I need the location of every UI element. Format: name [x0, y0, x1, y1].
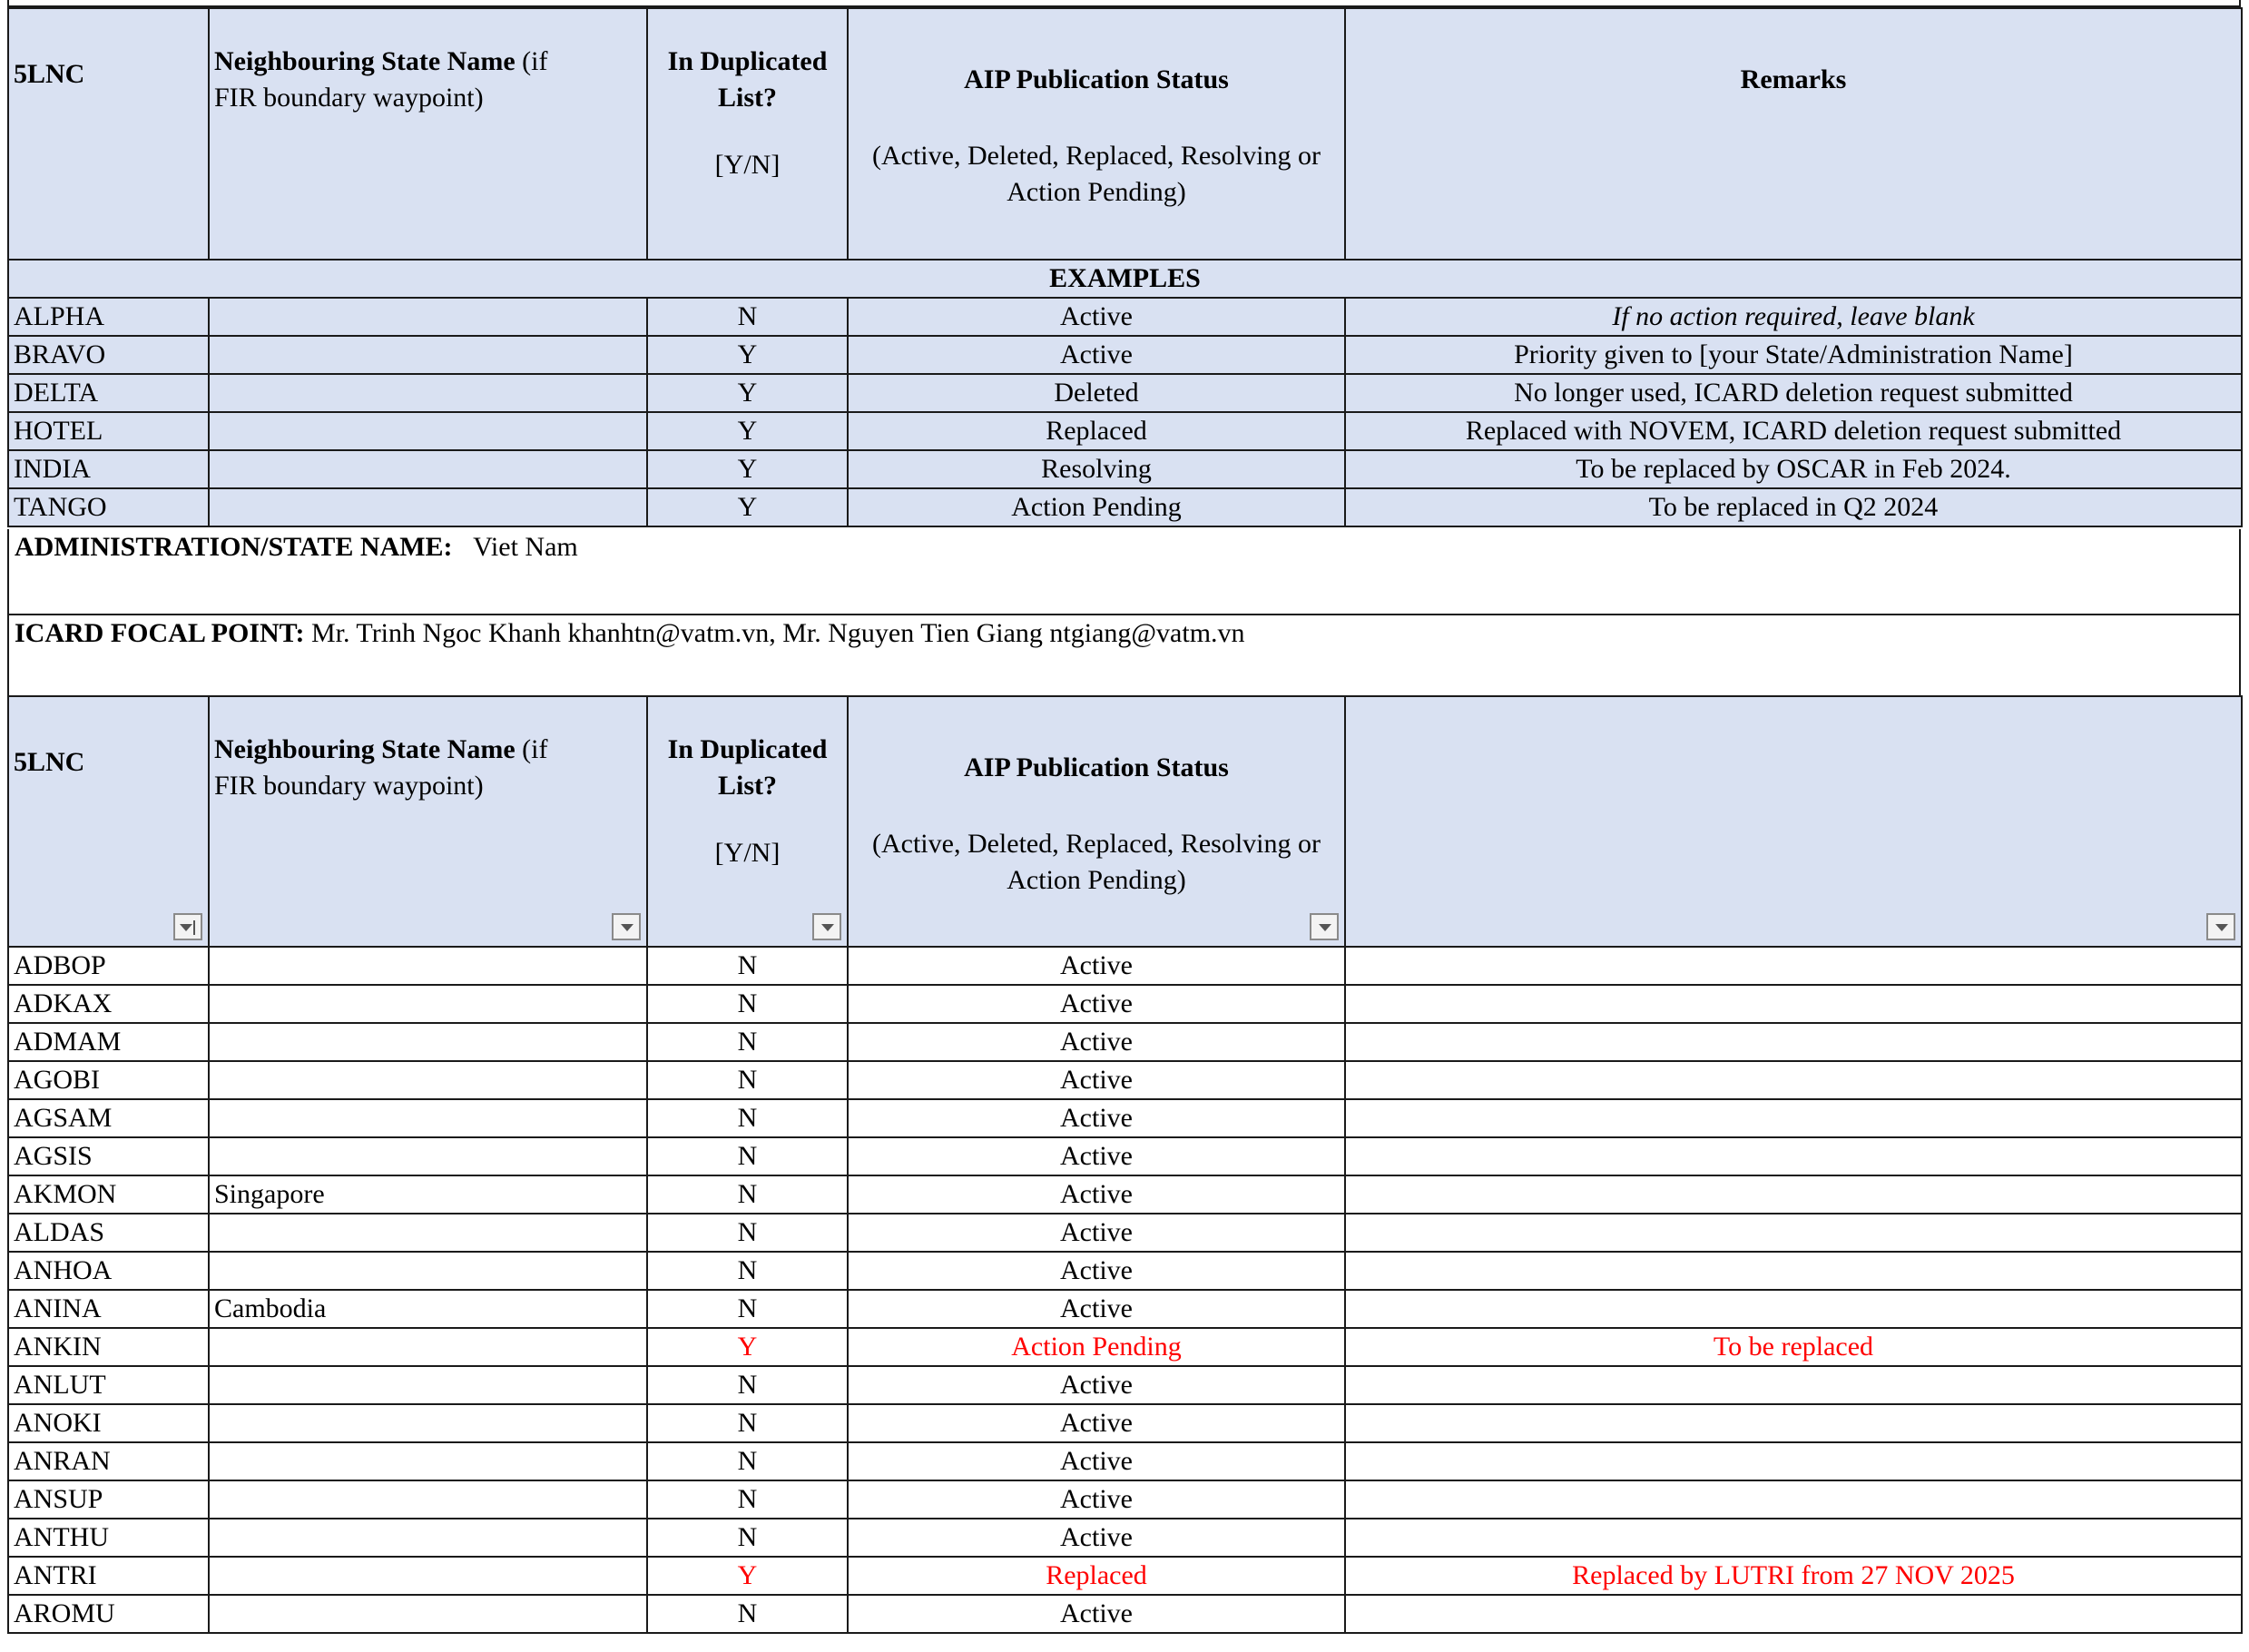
code-cell[interactable]: AGSAM [8, 1099, 209, 1137]
example-remarks-cell[interactable]: To be replaced in Q2 2024 [1345, 488, 2242, 526]
example-row [8, 450, 2242, 488]
table-row [8, 1328, 2242, 1366]
code-cell[interactable]: ANTRI [8, 1557, 209, 1595]
remarks-cell[interactable] [1345, 1480, 2242, 1519]
dup-cell[interactable]: N [647, 1519, 848, 1557]
example-row [8, 488, 2242, 526]
dup-cell[interactable]: N [647, 1023, 848, 1061]
code-cell[interactable]: AGOBI [8, 1061, 209, 1099]
code-cell[interactable]: ADKAX [8, 985, 209, 1023]
status-cell[interactable]: Active [848, 1099, 1345, 1137]
status-cell[interactable]: Replaced [848, 1557, 1345, 1595]
remarks-cell[interactable] [1345, 1214, 2242, 1252]
neighbour-cell[interactable] [209, 1252, 647, 1290]
table-row [8, 1099, 2242, 1137]
dup-cell[interactable]: Y [647, 1328, 848, 1366]
remarks-cell[interactable] [1345, 1175, 2242, 1214]
focal-value: Mr. Trinh Ngoc Khanh khanhtn@vatm.vn, Mr. Nguyen Tien Giang ntgiang@vatm.vn [310, 618, 1245, 648]
admin-value: Viet Nam [473, 532, 578, 562]
remarks-cell[interactable] [1345, 1099, 2242, 1137]
dup-cell[interactable]: N [647, 1290, 848, 1328]
dup-cell[interactable]: N [647, 985, 848, 1023]
remarks-cell[interactable] [1345, 1061, 2242, 1099]
filter-dropdown-icon[interactable] [1310, 913, 1339, 940]
status-cell[interactable]: Active [848, 1519, 1345, 1557]
table-row [8, 1023, 2242, 1061]
status-cell[interactable]: Active [848, 1290, 1345, 1328]
remarks-cell[interactable] [1345, 1137, 2242, 1175]
status-cell[interactable]: Active [848, 947, 1345, 985]
example-status-cell[interactable]: Replaced [848, 412, 1345, 450]
example-code-cell[interactable]: ALPHA [8, 298, 209, 336]
neighbour-cell[interactable] [209, 1099, 647, 1137]
dup-cell[interactable]: N [647, 1252, 848, 1290]
dup-cell[interactable]: N [647, 1214, 848, 1252]
remarks-cell[interactable] [1345, 947, 2242, 985]
example-dup-cell[interactable]: Y [647, 488, 848, 526]
example-neighbour-cell[interactable] [209, 374, 647, 412]
status-cell[interactable]: Active [848, 1061, 1345, 1099]
example-status-cell[interactable]: Resolving [848, 450, 1345, 488]
admin-label: ADMINISTRATION/STATE NAME: [15, 532, 453, 562]
table-row [8, 1252, 2242, 1290]
example-dup-cell[interactable]: Y [647, 412, 848, 450]
neighbour-cell[interactable]: Singapore [209, 1175, 647, 1214]
neighbour-cell[interactable] [209, 1595, 647, 1633]
table-row [8, 1404, 2242, 1442]
example-row [8, 374, 2242, 412]
example-status-cell[interactable]: Active [848, 336, 1345, 374]
dup-cell[interactable]: N [647, 1061, 848, 1099]
remarks-cell[interactable] [1345, 1366, 2242, 1404]
example-remarks-cell[interactable]: No longer used, ICARD deletion request submitted [1345, 374, 2242, 412]
example-code-cell[interactable]: DELTA [8, 374, 209, 412]
neighbour-cell[interactable] [209, 1557, 647, 1595]
example-status-cell[interactable]: Active [848, 298, 1345, 336]
dup-cell[interactable]: N [647, 1442, 848, 1480]
example-dup-cell[interactable]: Y [647, 336, 848, 374]
code-cell[interactable]: ANKIN [8, 1328, 209, 1366]
neighbour-cell[interactable] [209, 1061, 647, 1099]
example-remarks-cell[interactable]: If no action required, leave blank [1345, 298, 2242, 336]
code-cell[interactable]: ANRAN [8, 1442, 209, 1480]
neighbour-cell[interactable] [209, 947, 647, 985]
neighbour-cell[interactable] [209, 985, 647, 1023]
table-row [8, 1442, 2242, 1480]
dup-cell[interactable]: N [647, 947, 848, 985]
focal-row[interactable] [7, 614, 2241, 695]
example-neighbour-cell[interactable] [209, 336, 647, 374]
status-cell[interactable]: Active [848, 1023, 1345, 1061]
example-dup-cell[interactable]: N [647, 298, 848, 336]
dup-cell[interactable]: Y [647, 1557, 848, 1595]
admin-row[interactable] [7, 529, 2241, 614]
neighbour-cell[interactable] [209, 1442, 647, 1480]
code-cell[interactable]: AKMON [8, 1175, 209, 1214]
example-row [8, 298, 2242, 336]
header-5lnc[interactable]: 5LNC [8, 8, 209, 260]
neighbour-cell[interactable] [209, 1137, 647, 1175]
header-5lnc[interactable]: 5LNC [8, 696, 209, 947]
neighbour-cell[interactable] [209, 1480, 647, 1519]
cut-off-row [7, 0, 2241, 7]
status-cell[interactable]: Active [848, 1480, 1345, 1519]
header-duplicated[interactable]: In Duplicated List? [Y/N] [647, 696, 848, 947]
status-cell[interactable]: Active [848, 1214, 1345, 1252]
remarks-cell[interactable] [1345, 985, 2242, 1023]
remarks-cell[interactable] [1345, 1404, 2242, 1442]
example-code-cell[interactable]: INDIA [8, 450, 209, 488]
header-remarks-blank[interactable] [1345, 696, 2242, 947]
status-cell[interactable]: Active [848, 1252, 1345, 1290]
status-cell[interactable]: Active [848, 1404, 1345, 1442]
example-code-cell[interactable]: BRAVO [8, 336, 209, 374]
code-cell[interactable]: ANHOA [8, 1252, 209, 1290]
table-row [8, 1595, 2242, 1633]
code-cell[interactable]: AGSIS [8, 1137, 209, 1175]
example-neighbour-cell[interactable] [209, 488, 647, 526]
example-dup-cell[interactable]: Y [647, 374, 848, 412]
filter-dropdown-icon[interactable] [612, 913, 641, 940]
table-row [8, 1557, 2242, 1595]
example-neighbour-cell[interactable] [209, 450, 647, 488]
remarks-cell[interactable] [1345, 1595, 2242, 1633]
filter-dropdown-icon[interactable] [2206, 913, 2235, 940]
examples-band: EXAMPLES [8, 260, 2242, 298]
header-remarks[interactable]: Remarks [1345, 8, 2242, 260]
status-cell[interactable]: Active [848, 1137, 1345, 1175]
remarks-cell[interactable]: To be replaced [1345, 1328, 2242, 1366]
code-cell[interactable]: ANOKI [8, 1404, 209, 1442]
neighbour-cell[interactable] [209, 1328, 647, 1366]
example-row [8, 336, 2242, 374]
status-cell[interactable]: Active [848, 1366, 1345, 1404]
remarks-cell[interactable] [1345, 1290, 2242, 1328]
example-status-cell[interactable]: Action Pending [848, 488, 1345, 526]
code-cell[interactable]: ANLUT [8, 1366, 209, 1404]
status-cell[interactable]: Active [848, 1442, 1345, 1480]
status-cell[interactable]: Active [848, 985, 1345, 1023]
neighbour-cell[interactable] [209, 1214, 647, 1252]
table-row [8, 1366, 2242, 1404]
remarks-cell[interactable] [1345, 1023, 2242, 1061]
code-cell[interactable]: ALDAS [8, 1214, 209, 1252]
table-row [8, 985, 2242, 1023]
header-duplicated[interactable]: In Duplicated List? [Y/N] [647, 8, 848, 260]
remarks-cell[interactable]: Replaced by LUTRI from 27 NOV 2025 [1345, 1557, 2242, 1595]
dup-cell[interactable]: N [647, 1480, 848, 1519]
code-cell[interactable]: AROMU [8, 1595, 209, 1633]
table-row [8, 1214, 2242, 1252]
example-code-cell[interactable]: HOTEL [8, 412, 209, 450]
example-remarks-cell[interactable]: Replaced with NOVEM, ICARD deletion request submitted [1345, 412, 2242, 450]
code-cell[interactable]: ANTHU [8, 1519, 209, 1557]
table-row [8, 1290, 2242, 1328]
dup-cell[interactable]: N [647, 1175, 848, 1214]
dup-cell[interactable]: N [647, 1404, 848, 1442]
filter-dropdown-icon[interactable] [812, 913, 841, 940]
sort-filter-icon[interactable] [173, 913, 202, 940]
example-neighbour-cell[interactable] [209, 298, 647, 336]
dup-cell[interactable]: N [647, 1595, 848, 1633]
example-dup-cell[interactable]: Y [647, 450, 848, 488]
status-cell[interactable]: Action Pending [848, 1328, 1345, 1366]
table-row [8, 1137, 2242, 1175]
neighbour-cell[interactable] [209, 1519, 647, 1557]
example-remarks-cell[interactable]: To be replaced by OSCAR in Feb 2024. [1345, 450, 2242, 488]
example-code-cell[interactable]: TANGO [8, 488, 209, 526]
code-cell[interactable]: ANINA [8, 1290, 209, 1328]
example-neighbour-cell[interactable] [209, 412, 647, 450]
table-row [8, 947, 2242, 985]
code-cell[interactable]: ADBOP [8, 947, 209, 985]
dup-cell[interactable]: N [647, 1099, 848, 1137]
waypoint-table [7, 695, 2243, 1634]
status-cell[interactable]: Active [848, 1595, 1345, 1633]
remarks-cell[interactable] [1345, 1252, 2242, 1290]
neighbour-cell[interactable]: Cambodia [209, 1290, 647, 1328]
example-status-cell[interactable]: Deleted [848, 374, 1345, 412]
table-row [8, 1175, 2242, 1214]
header-neighbour[interactable]: Neighbouring State Name (if FIR boundary waypoint) [209, 696, 647, 947]
header-neighbour[interactable]: Neighbouring State Name (if FIR boundary waypoint) [209, 8, 647, 260]
focal-label: ICARD FOCAL POINT: [15, 618, 305, 648]
status-cell[interactable]: Active [848, 1175, 1345, 1214]
code-cell[interactable]: ADMAM [8, 1023, 209, 1061]
table-row [8, 1519, 2242, 1557]
code-cell[interactable]: ANSUP [8, 1480, 209, 1519]
neighbour-cell[interactable] [209, 1404, 647, 1442]
table-row [8, 1480, 2242, 1519]
examples-table [7, 7, 2243, 527]
example-row [8, 412, 2242, 450]
table-row [8, 1061, 2242, 1099]
header-aip-status[interactable]: AIP Publication Status (Active, Deleted, Replaced, Resolving or Action Pending) [848, 696, 1345, 947]
dup-cell[interactable]: N [647, 1366, 848, 1404]
dup-cell[interactable]: N [647, 1137, 848, 1175]
neighbour-cell[interactable] [209, 1023, 647, 1061]
remarks-cell[interactable] [1345, 1442, 2242, 1480]
remarks-cell[interactable] [1345, 1519, 2242, 1557]
header-aip-status[interactable]: AIP Publication Status (Active, Deleted, Replaced, Resolving or Action Pending) [848, 8, 1345, 260]
neighbour-cell[interactable] [209, 1366, 647, 1404]
example-remarks-cell[interactable]: Priority given to [your State/Administration Name] [1345, 336, 2242, 374]
